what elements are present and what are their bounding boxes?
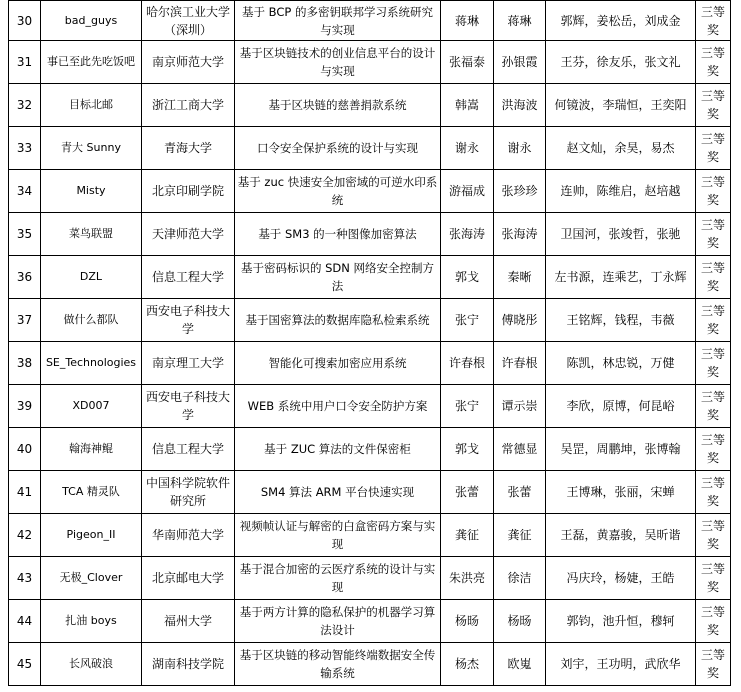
project-title: 基于区块链的慈善捐款系统 <box>235 84 441 127</box>
advisor-2: 张蕾 <box>494 471 546 514</box>
team-members: 王芬，徐友乐，张文礼 <box>546 41 696 84</box>
advisor-1: 龚征 <box>441 514 494 557</box>
team-name: 做什么都队 <box>41 299 142 342</box>
table-row <box>9 213 731 256</box>
row-number: 32 <box>9 84 41 127</box>
team-name: 无极_Clover <box>41 557 142 600</box>
team-members: 何镜波，李瑞恒，王奕阳 <box>546 84 696 127</box>
prize-level: 三等奖 <box>696 643 731 686</box>
advisor-2: 徐洁 <box>494 557 546 600</box>
school-name: 华南师范大学 <box>142 514 235 557</box>
advisor-2: 杨旸 <box>494 600 546 643</box>
team-name: 事已至此先吃饭吧 <box>41 41 142 84</box>
team-name: 目标北邮 <box>41 84 142 127</box>
team-members: 左书源，连乘艺，丁永辉 <box>546 256 696 299</box>
row-number: 39 <box>9 385 41 428</box>
prize-level: 三等奖 <box>696 213 731 256</box>
prize-level: 三等奖 <box>696 600 731 643</box>
team-members: 王博琳，张丽，宋蝉 <box>546 471 696 514</box>
school-name: 北京印刷学院 <box>142 170 235 213</box>
project-title: 基于 ZUC 算法的文件保密柜 <box>235 428 441 471</box>
team-members: 郭钧，池升恒，穆轲 <box>546 600 696 643</box>
row-number: 34 <box>9 170 41 213</box>
advisor-2: 蒋琳 <box>494 1 546 41</box>
school-name: 南京师范大学 <box>142 41 235 84</box>
advisor-2: 张海涛 <box>494 213 546 256</box>
team-members: 卫国河，张竣哲，张驰 <box>546 213 696 256</box>
school-name: 北京邮电大学 <box>142 557 235 600</box>
project-title: 基于两方计算的隐私保护的机器学习算法设计 <box>235 600 441 643</box>
table-row <box>9 385 731 428</box>
team-members: 李欣，原博，何昆峪 <box>546 385 696 428</box>
advisor-2: 欧嵬 <box>494 643 546 686</box>
table-row <box>9 84 731 127</box>
school-name: 信息工程大学 <box>142 256 235 299</box>
advisor-1: 张蕾 <box>441 471 494 514</box>
advisor-1: 张宁 <box>441 299 494 342</box>
advisor-2: 洪海波 <box>494 84 546 127</box>
prize-level: 三等奖 <box>696 385 731 428</box>
row-number: 31 <box>9 41 41 84</box>
table-row <box>9 471 731 514</box>
team-name: DZL <box>41 256 142 299</box>
prize-level: 三等奖 <box>696 256 731 299</box>
project-title: 视频帧认证与解密的白盒密码方案与实现 <box>235 514 441 557</box>
prize-level: 三等奖 <box>696 84 731 127</box>
project-title: SM4 算法 ARM 平台快速实现 <box>235 471 441 514</box>
advisor-2: 谭示崇 <box>494 385 546 428</box>
advisor-1: 张宁 <box>441 385 494 428</box>
advisor-1: 郭戈 <box>441 428 494 471</box>
table-row <box>9 342 731 385</box>
project-title: 口令安全保护系统的设计与实现 <box>235 127 441 170</box>
project-title: 基于混合加密的云医疗系统的设计与实现 <box>235 557 441 600</box>
row-number: 33 <box>9 127 41 170</box>
team-members: 刘宇，王功明，武欣华 <box>546 643 696 686</box>
table-row <box>9 1 731 41</box>
team-name: SE_Technologies <box>41 342 142 385</box>
advisor-1: 谢永 <box>441 127 494 170</box>
team-name: 菜鸟联盟 <box>41 213 142 256</box>
prize-level: 三等奖 <box>696 471 731 514</box>
team-members: 吴罡，周鹏坤，张博翰 <box>546 428 696 471</box>
school-name: 湖南科技学院 <box>142 643 235 686</box>
advisor-2: 许春根 <box>494 342 546 385</box>
prize-level: 三等奖 <box>696 299 731 342</box>
team-name: Pigeon_II <box>41 514 142 557</box>
advisor-1: 张海涛 <box>441 213 494 256</box>
row-number: 37 <box>9 299 41 342</box>
school-name: 福州大学 <box>142 600 235 643</box>
team-name: 翰海神鲲 <box>41 428 142 471</box>
table-row <box>9 256 731 299</box>
school-name: 西安电子科技大学 <box>142 299 235 342</box>
school-name: 哈尔滨工业大学（深圳） <box>142 1 235 41</box>
team-members: 王铭辉，钱程，韦薇 <box>546 299 696 342</box>
table-row <box>9 41 731 84</box>
project-title: 基于 SM3 的一种图像加密算法 <box>235 213 441 256</box>
team-name: 青大 Sunny <box>41 127 142 170</box>
prize-level: 三等奖 <box>696 170 731 213</box>
table-row <box>9 643 731 686</box>
project-title: 基于区块链的移动智能终端数据安全传输系统 <box>235 643 441 686</box>
advisor-1: 杨旸 <box>441 600 494 643</box>
team-members: 冯庆玲，杨婕，王皓 <box>546 557 696 600</box>
prize-level: 三等奖 <box>696 127 731 170</box>
advisor-2: 秦晰 <box>494 256 546 299</box>
advisor-1: 游福成 <box>441 170 494 213</box>
row-number: 40 <box>9 428 41 471</box>
awards-table <box>8 0 731 686</box>
advisor-2: 孙银霞 <box>494 41 546 84</box>
advisor-1: 郭戈 <box>441 256 494 299</box>
team-name: XD007 <box>41 385 142 428</box>
prize-level: 三等奖 <box>696 342 731 385</box>
table-row <box>9 127 731 170</box>
table-row <box>9 299 731 342</box>
advisor-1: 蒋琳 <box>441 1 494 41</box>
prize-level: 三等奖 <box>696 428 731 471</box>
team-name: 长风破浪 <box>41 643 142 686</box>
table-row <box>9 514 731 557</box>
project-title: 智能化可搜索加密应用系统 <box>235 342 441 385</box>
advisor-1: 韩嵩 <box>441 84 494 127</box>
row-number: 43 <box>9 557 41 600</box>
school-name: 浙江工商大学 <box>142 84 235 127</box>
prize-level: 三等奖 <box>696 41 731 84</box>
project-title: 基于密码标识的 SDN 网络安全控制方法 <box>235 256 441 299</box>
team-name: 扎油 boys <box>41 600 142 643</box>
row-number: 42 <box>9 514 41 557</box>
row-number: 38 <box>9 342 41 385</box>
advisor-1: 杨杰 <box>441 643 494 686</box>
advisor-2: 谢永 <box>494 127 546 170</box>
school-name: 西安电子科技大学 <box>142 385 235 428</box>
school-name: 青海大学 <box>142 127 235 170</box>
row-number: 44 <box>9 600 41 643</box>
row-number: 36 <box>9 256 41 299</box>
advisor-1: 许春根 <box>441 342 494 385</box>
school-name: 南京理工大学 <box>142 342 235 385</box>
team-members: 赵文灿，余昊，易杰 <box>546 127 696 170</box>
team-members: 王磊，黄嘉骏，吴昕谐 <box>546 514 696 557</box>
table-row <box>9 557 731 600</box>
table-row <box>9 600 731 643</box>
row-number: 30 <box>9 1 41 41</box>
row-number: 45 <box>9 643 41 686</box>
school-name: 信息工程大学 <box>142 428 235 471</box>
team-members: 连帅，陈维启，赵培越 <box>546 170 696 213</box>
advisor-1: 张福泰 <box>441 41 494 84</box>
team-name: Misty <box>41 170 142 213</box>
advisor-2: 张珍珍 <box>494 170 546 213</box>
team-members: 陈凯，林忠锐，万健 <box>546 342 696 385</box>
prize-level: 三等奖 <box>696 514 731 557</box>
project-title: 基于区块链技术的创业信息平台的设计与实现 <box>235 41 441 84</box>
project-title: 基于 zuc 快速安全加密域的可逆水印系统 <box>235 170 441 213</box>
prize-level: 三等奖 <box>696 1 731 41</box>
project-title: 基于 BCP 的多密钥联邦学习系统研究与实现 <box>235 1 441 41</box>
school-name: 天津师范大学 <box>142 213 235 256</box>
table-row <box>9 170 731 213</box>
project-title: 基于国密算法的数据库隐私检索系统 <box>235 299 441 342</box>
advisor-2: 傅晓彤 <box>494 299 546 342</box>
team-name: TCA 精灵队 <box>41 471 142 514</box>
prize-level: 三等奖 <box>696 557 731 600</box>
row-number: 41 <box>9 471 41 514</box>
project-title: WEB 系统中用户口令安全防护方案 <box>235 385 441 428</box>
advisor-2: 龚征 <box>494 514 546 557</box>
team-members: 郭辉，姜松岳，刘成金 <box>546 1 696 41</box>
advisor-2: 常德显 <box>494 428 546 471</box>
team-name: bad_guys <box>41 1 142 41</box>
school-name: 中国科学院软件研究所 <box>142 471 235 514</box>
advisor-1: 朱洪亮 <box>441 557 494 600</box>
row-number: 35 <box>9 213 41 256</box>
table-row <box>9 428 731 471</box>
